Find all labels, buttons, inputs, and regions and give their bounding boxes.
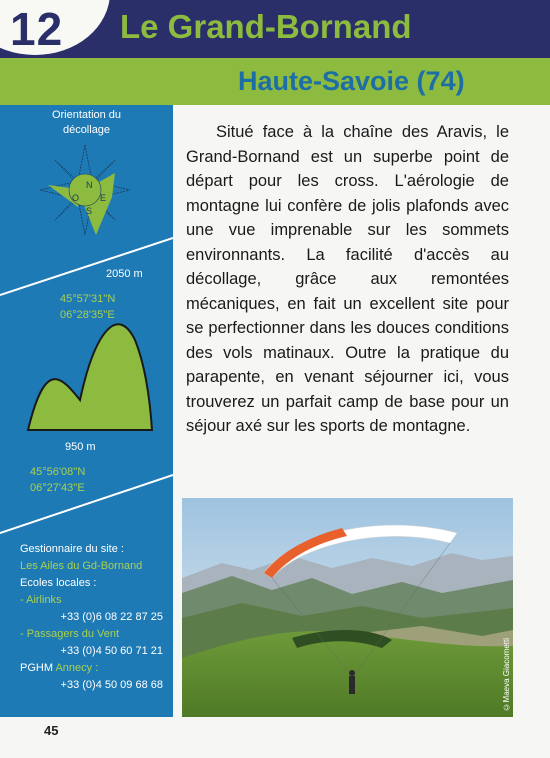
top-longitude: 06°28'35''E (60, 309, 115, 321)
orientation-label: Orientation du décollage (51, 109, 122, 136)
school-passagers: - Passagers du Vent (20, 628, 120, 640)
bottom-longitude: 06°27'43''E (30, 482, 85, 494)
bottom-altitude: 950 m (65, 441, 96, 453)
top-altitude: 2050 m (106, 268, 143, 280)
pghm-phone: +33 (0)4 50 09 68 68 (60, 679, 163, 691)
compass-e: E (100, 193, 107, 203)
mountain-icon (0, 300, 173, 440)
school-airlinks: - Airlinks (20, 594, 62, 606)
compass-icon (40, 145, 130, 235)
compass-o: O (72, 193, 80, 203)
compass-s: S (86, 206, 93, 216)
paraglider-photo (182, 498, 513, 717)
manager-name: Les Ailes du Gd-Bornand (20, 560, 143, 572)
compass-n: N (86, 180, 93, 190)
manager-label: Gestionnaire du site : (20, 543, 124, 555)
site-number: 12 (10, 3, 64, 55)
pghm-label: PGHM Annecy : (20, 662, 99, 674)
site-description: Situé face à la chaîne des Aravis, le Grand-Bornand est un superbe point de départ pour les cross. L'aérologie de montagne lui confère de jolis plafonds avec une vue imprenable sur les sommets environnants. La facilité d'accès au décollage, grâce aux remontées mécaniques, en fait un excellent site pour se perfectionner dans les douces conditions des vols matinaux. Outre la pratique du parapente, en venant séjourner ici, vous trouverez un parfait camp de base pour un séjour axé sur les sports de montagne. (186, 123, 509, 435)
school-airlinks-phone: +33 (0)6 08 22 87 25 (60, 611, 163, 623)
school-passagers-phone: +33 (0)4 50 60 71 21 (60, 645, 163, 657)
page-title: Le Grand-Bornand (120, 8, 412, 45)
bottom-latitude: 45°56'08''N (30, 466, 86, 478)
page-subtitle: Haute-Savoie (74) (238, 66, 465, 96)
landscape-illustration (182, 498, 513, 717)
photo-credit: ©Maeva Giacometti (502, 637, 511, 711)
top-latitude: 45°57'31''N (60, 293, 116, 305)
schools-label: Ecoles locales : (20, 577, 97, 589)
page-number: 45 (44, 723, 59, 738)
info-sidebar (0, 105, 173, 717)
